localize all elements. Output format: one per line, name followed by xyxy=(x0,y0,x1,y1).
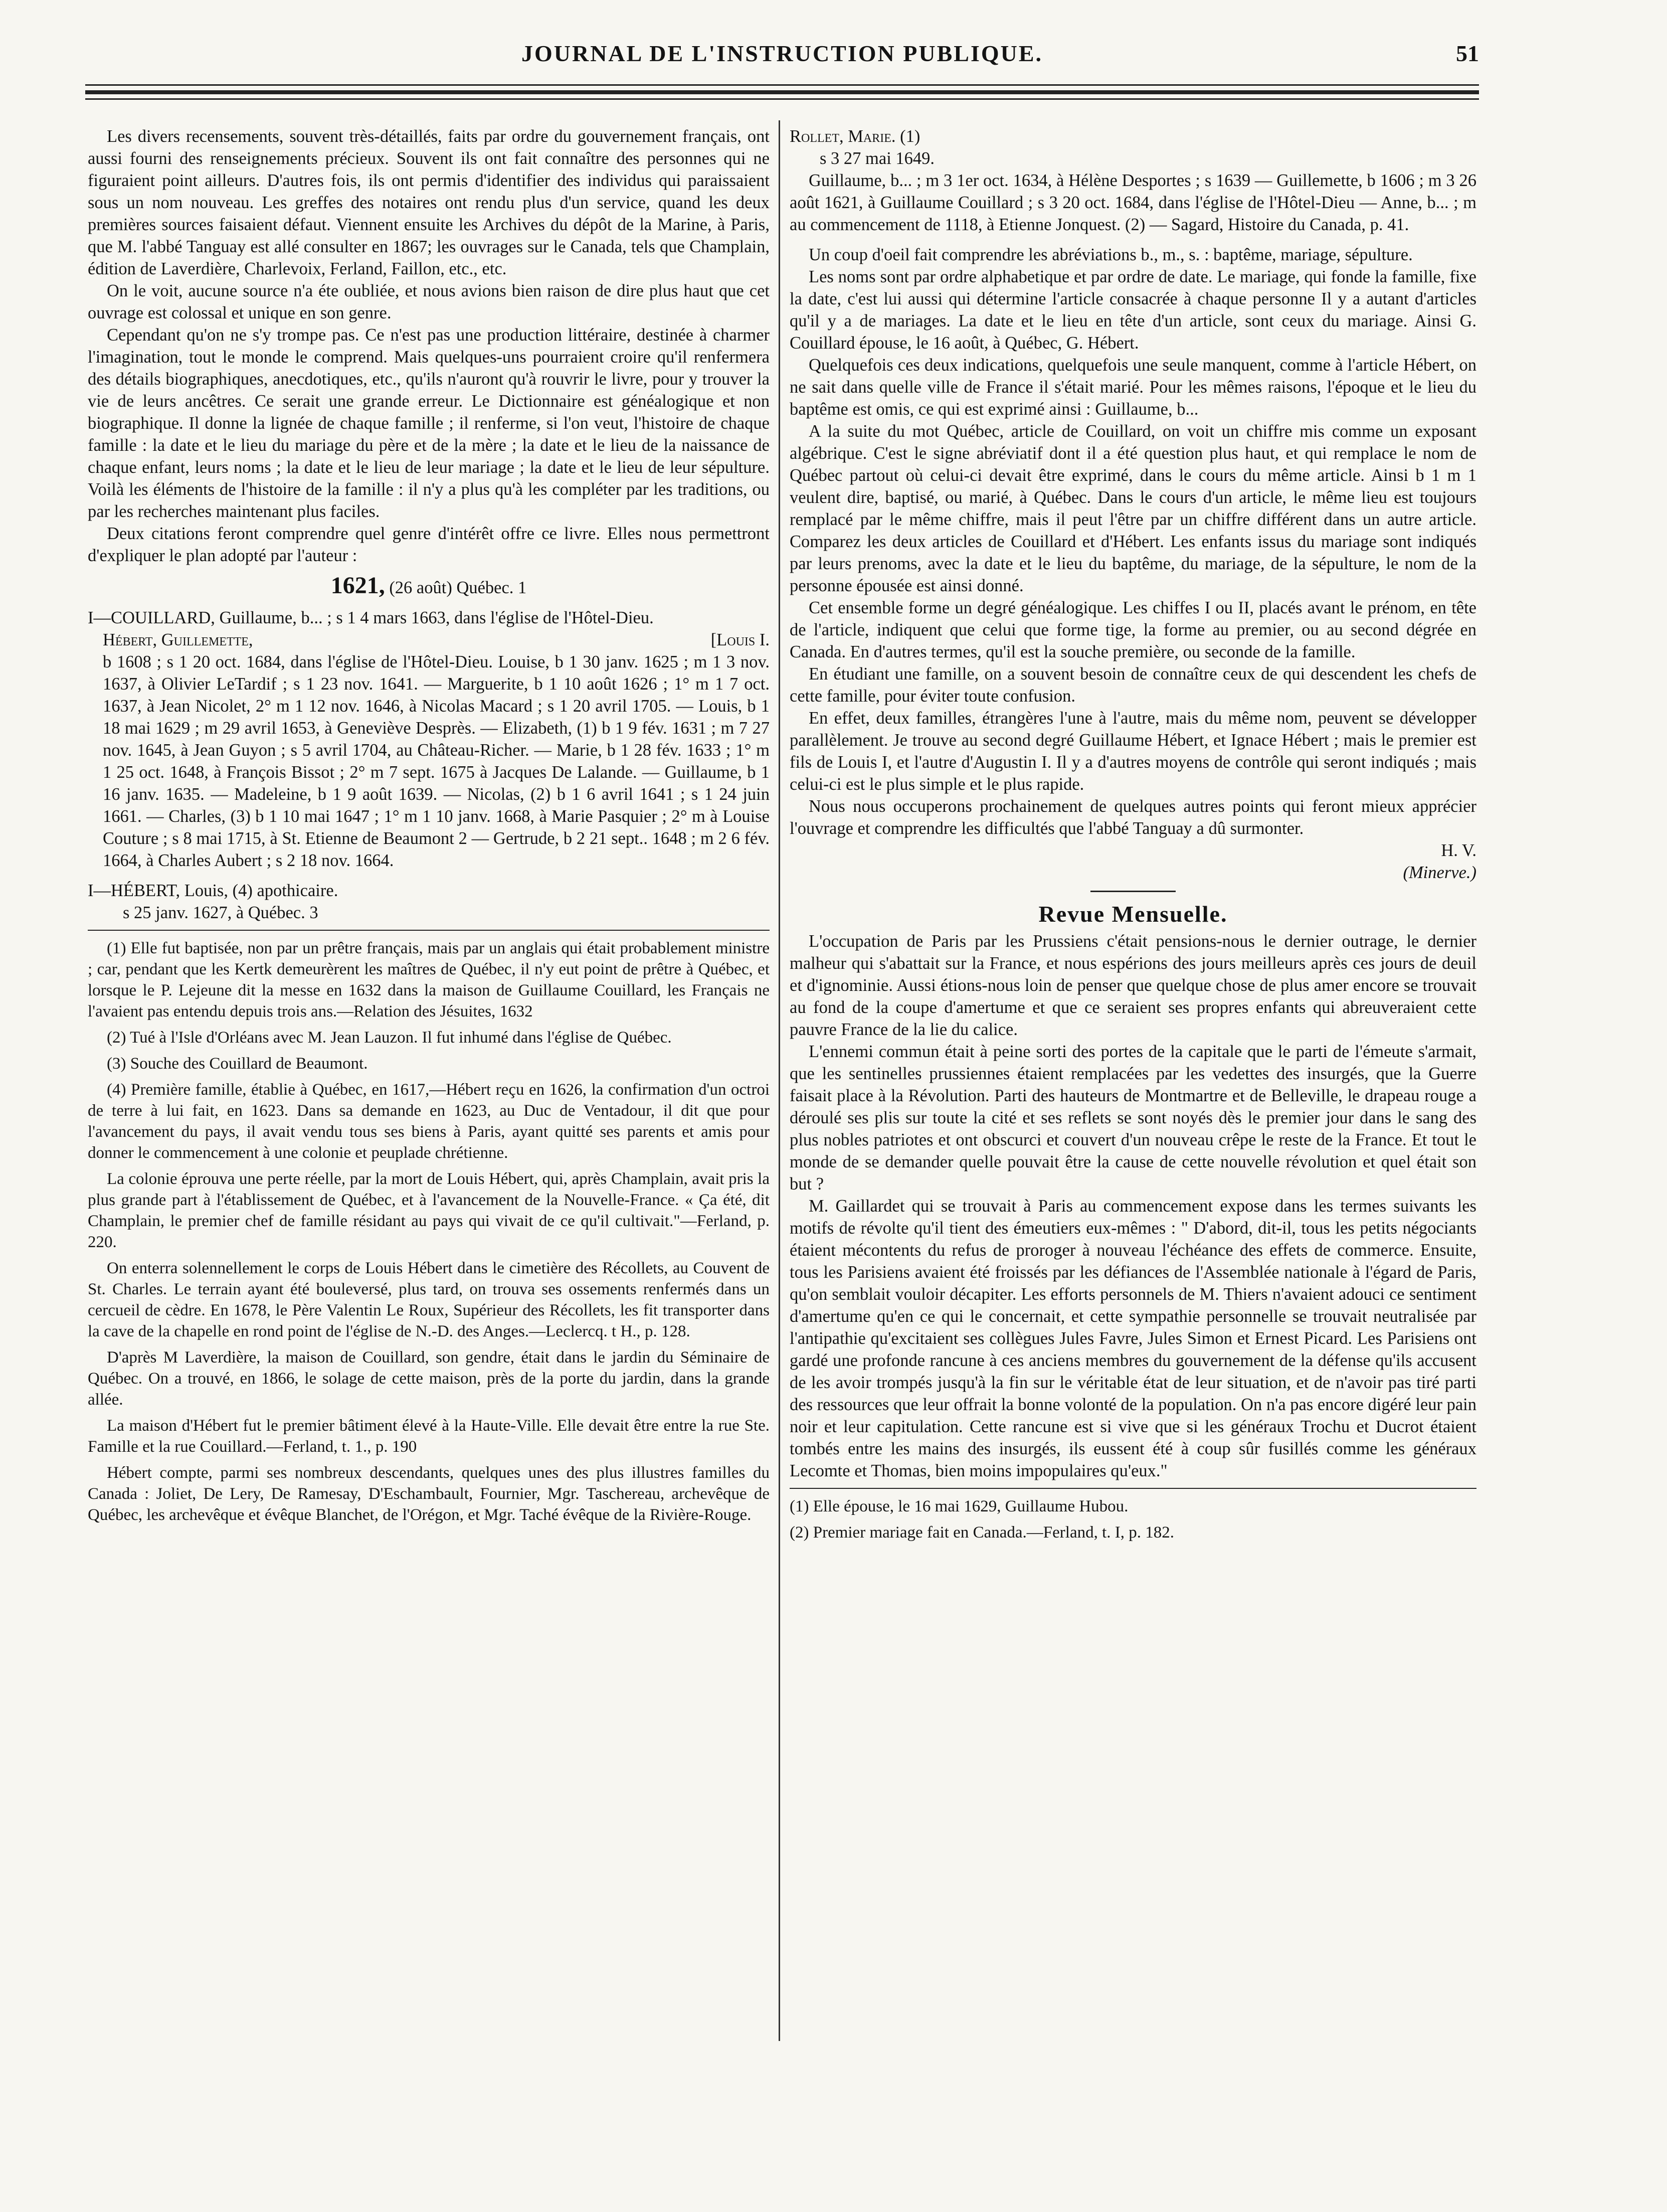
entry-children: b 1608 ; s 1 20 oct. 1684, dans l'église de l'Hôtel-Dieu. Louise, b 1 30 janv. 1625 ; m 1 3 nov. 1637, à Olivier LeTardif ; s 1 23 nov. 1641. — Marguerite, b 1 10 août 1626 ; 1° m 1 7 oct. 1637, à Jean Nicolet, 2° m 1 12 nov. 1646, à Nicolas Macard ; s 1 20 avril 1705. — Louis, b 1 18 mai 1629 ; m 29 avril 1653, à Geneviève Desprès. — Elizabeth, (1) b 1 9 fév. 1631 ; m 7 27 nov. 1645, à Jean Guyon ; s 5 avril 1704, au Château-Richer. — Marie, b 1 28 fév. 1633 ; 1° m 1 25 oct. 1648, à François Bissot ; 2° m 7 sept. 1675 à Jacques De Lalande. — Guillaume, b 1 16 janv. 1635. — Madeleine, b 1 9 août 1639. — Nicolas, (2) b 1 6 avril 1641 ; s 1 24 juin 1661. — Charles, (3) b 1 10 mai 1647 ; 1° m 1 10 janv. 1668, à Marie Pasquier ; 2° m à Louise Couture ; s 8 mai 1715, à St. Etienne de Beaumont 2 — Gertrude, b 2 21 sept.. 1648 ; m 2 6 fév. 1664, à Charles Aubert ; s 2 18 nov. 1664. xyxy=(103,652,770,870)
paragraph: A la suite du mot Québec, article de Couillard, on voit un chiffre mis comme un exposant algébrique. C'est le signe abréviatif dont il a été question plus haut, et qui remplace le nom de Québec partout où celui-ci devait être exprimé, dans le cours du même article. Ainsi b 1 m 1 veulent dire, baptisé, ou marié, à Québec. Dans le cours d'un article, le même lieu est toujours remplacé par le même chiffre, mais il peut l'être par un chiffre différent dans un autre article. Comparez les deux articles de Couillard et d'Hébert. Les enfants issus du mariage sont indiqués par leurs prenoms, avec la date et le lieu du baptême, du mariage, de la sépulture, le nom de la personne épousée est ainsi donné. xyxy=(790,422,1476,595)
year-detail: (26 août) Québec. 1 xyxy=(389,578,527,597)
entry-rollet: Rollet, Marie. (1) xyxy=(790,127,920,146)
footnote-rule xyxy=(790,1488,1476,1489)
footnote: On enterra solennellement le corps de Louis Hébert dans le cimetière des Récollets, au Couvent de St. Charles. Le terrain ayant été bouleversé, plus tard, on trouva ses ossements renfermés dans un cercueil de cèdre. En 1678, le Père Valentin Le Roux, Supérieur des Récollets, les fit transporter dans la cave de la chapelle en rond point de l'église de N.-D. des Anges.—Leclercq. t H., p. 128. xyxy=(88,1259,770,1340)
entry-spouse xyxy=(88,629,770,651)
footnote: D'après M Laverdière, la maison de Couillard, son gendre, était dans le jardin du Séminaire de Québec. On a trouvé, en 1866, le solage de cette maison, près de la porte du jardin, dans la grande allée. xyxy=(88,1348,770,1409)
paragraph: Quelquefois ces deux indications, quelquefois une seule manquent, comme à l'article Hébert, on ne sait dans quelle ville de France il s'était marié. Pour les mêmes raisons, l'époque et le lieu du baptême est omis, ce qui est exprimé ainsi : Guillaume, b... xyxy=(790,356,1476,419)
paragraph: On le voit, aucune source n'a éte oubliée, et nous avions bien raison de dire plus haut que cet ouvrage est colossal et unique en son genre. xyxy=(88,281,770,322)
header-rule-bottom xyxy=(85,98,1479,100)
paragraph: Cependant qu'on ne s'y trompe pas. Ce n'est pas une production littéraire, destinée à charmer l'imagination, tout le monde le comprend. Mais quelques-uns pourraient croire qu'il renfermera des détails biographiques, anecdotiques, etc., qu'ils n'auront qu'à rouvrir le livre, pour y trouver la vie de leurs ancêtres. Ce serait une grande erreur. Le Dictionnaire est généalogique et non biographique. Il donne la lignée de chaque famille ; il renferme, si l'on veut, l'histoire de chaque famille : la date et le lieu du mariage du père et de la mère ; la date et le lieu de la naissance de chaque enfant, leurs noms ; la date et le lieu de leur mariage ; la date et le lieu de leur sépulture. Voilà les éléments de l'histoire de la famille : il n'y a plus qu'à les compléter par les traditions, ou par les recherches maintenant plus faciles. xyxy=(88,325,770,521)
spouse-parent: [Louis I. xyxy=(710,630,770,649)
journal-title: JOURNAL DE L'INSTRUCTION PUBLIQUE. xyxy=(521,41,1043,66)
left-column xyxy=(88,125,770,1530)
footnote: (3) Souche des Couillard de Beaumont. xyxy=(107,1055,368,1073)
paragraph: Cet ensemble forme un degré généalogique. Les chiffes I ou II, placés avant le prénom, en tête de l'article, indiquent que celui que forme tige, la forme au premier, ou au second dégrée en Canada. En d'autres termes, qu'il est la souche première, ou seconde de la famille. xyxy=(790,598,1476,661)
year-heading: 1621, xyxy=(330,572,385,599)
footnote: La maison d'Hébert fut le premier bâtiment élevé à la Haute-Ville. Elle devait être entre la rue Ste. Famille et la rue Couillard.—Ferland, t. 1., p. 190 xyxy=(88,1417,770,1456)
paragraph: Les divers recensements, souvent très-détaillés, faits par ordre du gouvernement français, ont aussi fourni des renseignements précieux. Souvent ils ont fait connaître des personnes qui ne figuraient point ailleurs. D'autres fois, ils ont permis d'identifier des individus qui paraissaient sous un nom nouveau. Les greffes des notaires ont rendu plus d'un service, quand les deux premières sources faisaient défaut. Viennent ensuite les Archives du dépôt de la Marine, à Paris, que M. l'abbé Tanguay est allé consulter en 1867; les ouvrages sur le Canada, tels que Champlain, édition de Laverdière, Charlevoix, Ferland, Faillon, etc., etc. xyxy=(88,127,770,278)
column-divider xyxy=(779,120,780,2041)
paragraph: Nous nous occuperons prochainement de quelques autres points qui feront mieux apprécier l'ouvrage et comprendre les difficultés que l'abbé Tanguay a dû surmonter. xyxy=(790,797,1476,838)
paragraph: Deux citations feront comprendre quel genre d'intérêt offre ce livre. Elles nous permettront d'expliquer le plan adopté par l'auteur : xyxy=(88,524,770,565)
paragraph: Un coup d'oeil fait comprendre les abréviations b., m., s. : baptême, mariage, sépulture. xyxy=(809,245,1413,264)
entry-guillaume: Guillaume, b... ; m 3 1er oct. 1634, à Hélène Desportes ; s 1639 — Guillemette, b 1606 ; m 3 26 août 1621, à Guillaume Couillard ; s 3 20 oct. 1684, dans l'église de l'Hôtel-Dieu — Anne, b... ; m au commencement de 1118, à Etienne Jonquest. (2) — Sagard, Histoire du Canada, p. 41. xyxy=(790,171,1476,234)
footnote-rule xyxy=(88,930,770,931)
entry-hebert-burial: s 25 janv. 1627, à Québec. 3 xyxy=(123,903,318,922)
paragraph: En étudiant une famille, on a souvent besoin de connaître ceux de qui descendent les chefs de cette famille, pour éviter toute confusion. xyxy=(790,664,1476,706)
paragraph: M. Gaillardet qui se trouvait à Paris au commencement expose dans les termes suivants les motifs de révolte qu'il tient des émeutiers eux-mêmes : " D'abord, dit-il, tous les petits négociants étaient mécontents du refus de proroger à nouveau l'échéance des effets de commerce. Ensuite, tous les Parisiens avaient été froissés par les défiances de l'Assemblée nationale à l'égard de Paris, qu'on semblait vouloir décapiter. Les efforts personnels de M. Thiers n'avaient adouci ce sentiment d'amertume qu'en ce qui le concernait, et cette sympathie personnelle se trouvait neutralisée par l'antipathie qu'excitaient ses collègues Jules Favre, Jules Simon et Ernest Picard. Les Parisiens ont gardé une profonde rancune à ces anciens membres du gouvernement de la défense qu'ils accusent de les avoir trompés jusqu'à la fin sur le véritable état de leur situation, et de n'avoir pas tiré parti des ressources que leur offrait la bonne volonté de la population. On n'a pas encore digéré leur pain noir et leur capitulation. Cette rancune est si vive que si les généraux Trochu et Ducrot étaient tombés entre les mains des insurgés, ils eussent été à coup sûr fusillés comme les généraux Lecomte et Thomas, bien moins impopulaires qu'eux." xyxy=(790,1197,1476,1480)
entry-couillard: I—COUILLARD, Guillaume, b... ; s 1 4 mars 1663, dans l'église de l'Hôtel-Dieu. xyxy=(88,608,654,627)
page-header xyxy=(85,35,1479,80)
source: (Minerve.) xyxy=(1403,863,1476,882)
footnote: (1) Elle épouse, le 16 mai 1629, Guillaume Hubou. xyxy=(790,1497,1129,1515)
right-column xyxy=(790,125,1476,1548)
signature: H. V. xyxy=(1441,841,1476,860)
paragraph: Les noms sont par ordre alphabetique et par ordre de date. Le mariage, qui fonde la famille, fixe la date, c'est lui aussi qui détermine l'article consacrée à chaque personne Il y a autant d'articles qu'il y a de mariages. La date et le lieu en tête d'un article, sont ceux du mariage. Ainsi G. Couillard épouse, le 16 août, à Québec, G. Hébert. xyxy=(790,267,1476,353)
header-rule-thin xyxy=(85,84,1479,86)
footnote: Hébert compte, parmi ses nombreux descendants, quelques unes des plus illustres familles du Canada : Joliet, De Lery, De Ramesay, D'Eschambault, Fournier, Mgr. Taschereau, archevêque de Québec, les archevêque et évêque Blanchet, de l'Orégon, et Mgr. Taché évêque de la Rivière-Rouge. xyxy=(88,1464,770,1524)
paragraph: L'ennemi commun était à peine sorti des portes de la capitale que le parti de l'émeute s'armait, que les sentinelles prussiennes étaient remplacées par les vedettes des insurgés, que la Guerre faisait place à la Révolution. Parti des hauteurs de Montmartre et de Belleville, le drapeau rouge a déroulé ses plis sur toute la cité et ses reflets se sont noyés dès le premier jour dans le sang des plus nobles patriotes et ont obscurci et couvert d'un nouveau crêpe le reste de la France. Et tout le monde de se demander quelle pouvait être la cause de cette nouvelle révolution et quel était son but ? xyxy=(790,1042,1476,1194)
section-title: Revue Mensuelle. xyxy=(1038,901,1228,927)
footnote: (4) Première famille, établie à Québec, en 1617,—Hébert reçu en 1626, la confirmation d'un octroi de terre à lui fait, en 1623. Dans sa demande en 1623, au Duc de Ventadour, il dit que pour l'avancement du pays, il avait vendu tous ses biens à Paris, ayant quitté ses parents et amis pour donner le commencement à une colonie et peuplade chrétienne. xyxy=(88,1081,770,1162)
entry-hebert: I—HÉBERT, Louis, (4) apothicaire. xyxy=(88,881,338,900)
paragraph: L'occupation de Paris par les Prussiens c'était pensions-nous le dernier outrage, le dernier malheur qui s'abattait sur la France, et nous espérions des jours meilleurs après ces jours de deuil et d'ignominie. Aussi étions-nous loin de penser que quelque chose de plus amer encore se trouvait au fond de la coupe d'amertume et que ce seraient ses propres enfants qui abreuveraient cette pauvre France de la lie du calice. xyxy=(790,932,1476,1039)
footnote: (1) Elle fut baptisée, non par un prêtre français, mais par un anglais qui était probablement ministre ; car, pendant que les Kertk demeurèrent les maîtres de Québec, il n'y eut point de prêtre à Québec, et lorsque le P. Lejeune dit la messe en 1632 dans la maison de Guillaume Couillard, les Français ne l'avaient pas entendu depuis trois ans.—Relation des Jésuites, 1632 xyxy=(88,939,770,1020)
header-rule-thick xyxy=(85,90,1479,94)
genealogy-heading xyxy=(88,572,770,599)
spouse-name: Hébert, Guillemette, xyxy=(103,630,253,649)
page-number: 51 xyxy=(1456,41,1479,66)
footnote: (2) Premier mariage fait en Canada.—Ferland, t. I, p. 182. xyxy=(790,1523,1174,1542)
paragraph: En effet, deux familles, étrangères l'une à l'autre, mais du même nom, peuvent se développer parallèlement. Je trouve au second degré Guillaume Hébert, et Ignace Hébert ; mais le premier est fils de Louis I, et l'autre d'Augustin I. Il y a d'autres moyens de contrôle qui seront indiqués ; mais celui-ci est le plus simple et le plus rapide. xyxy=(790,709,1476,794)
footnote: La colonie éprouva une perte réelle, par la mort de Louis Hébert, qui, après Champlain, avait pris la plus grande part à l'établissement de Québec, et à l'avancement de la Nouvelle-France. « Ça été, dit Champlain, le premier chef de famille résidant au pays qui vivait de ce qu'il cultivait."—Ferland, p. 220. xyxy=(88,1170,770,1251)
section-rule xyxy=(1090,891,1176,892)
entry-rollet-burial: s 3 27 mai 1649. xyxy=(820,149,935,168)
footnote: (2) Tué à l'Isle d'Orléans avec M. Jean Lauzon. Il fut inhumé dans l'église de Québec. xyxy=(107,1029,672,1047)
